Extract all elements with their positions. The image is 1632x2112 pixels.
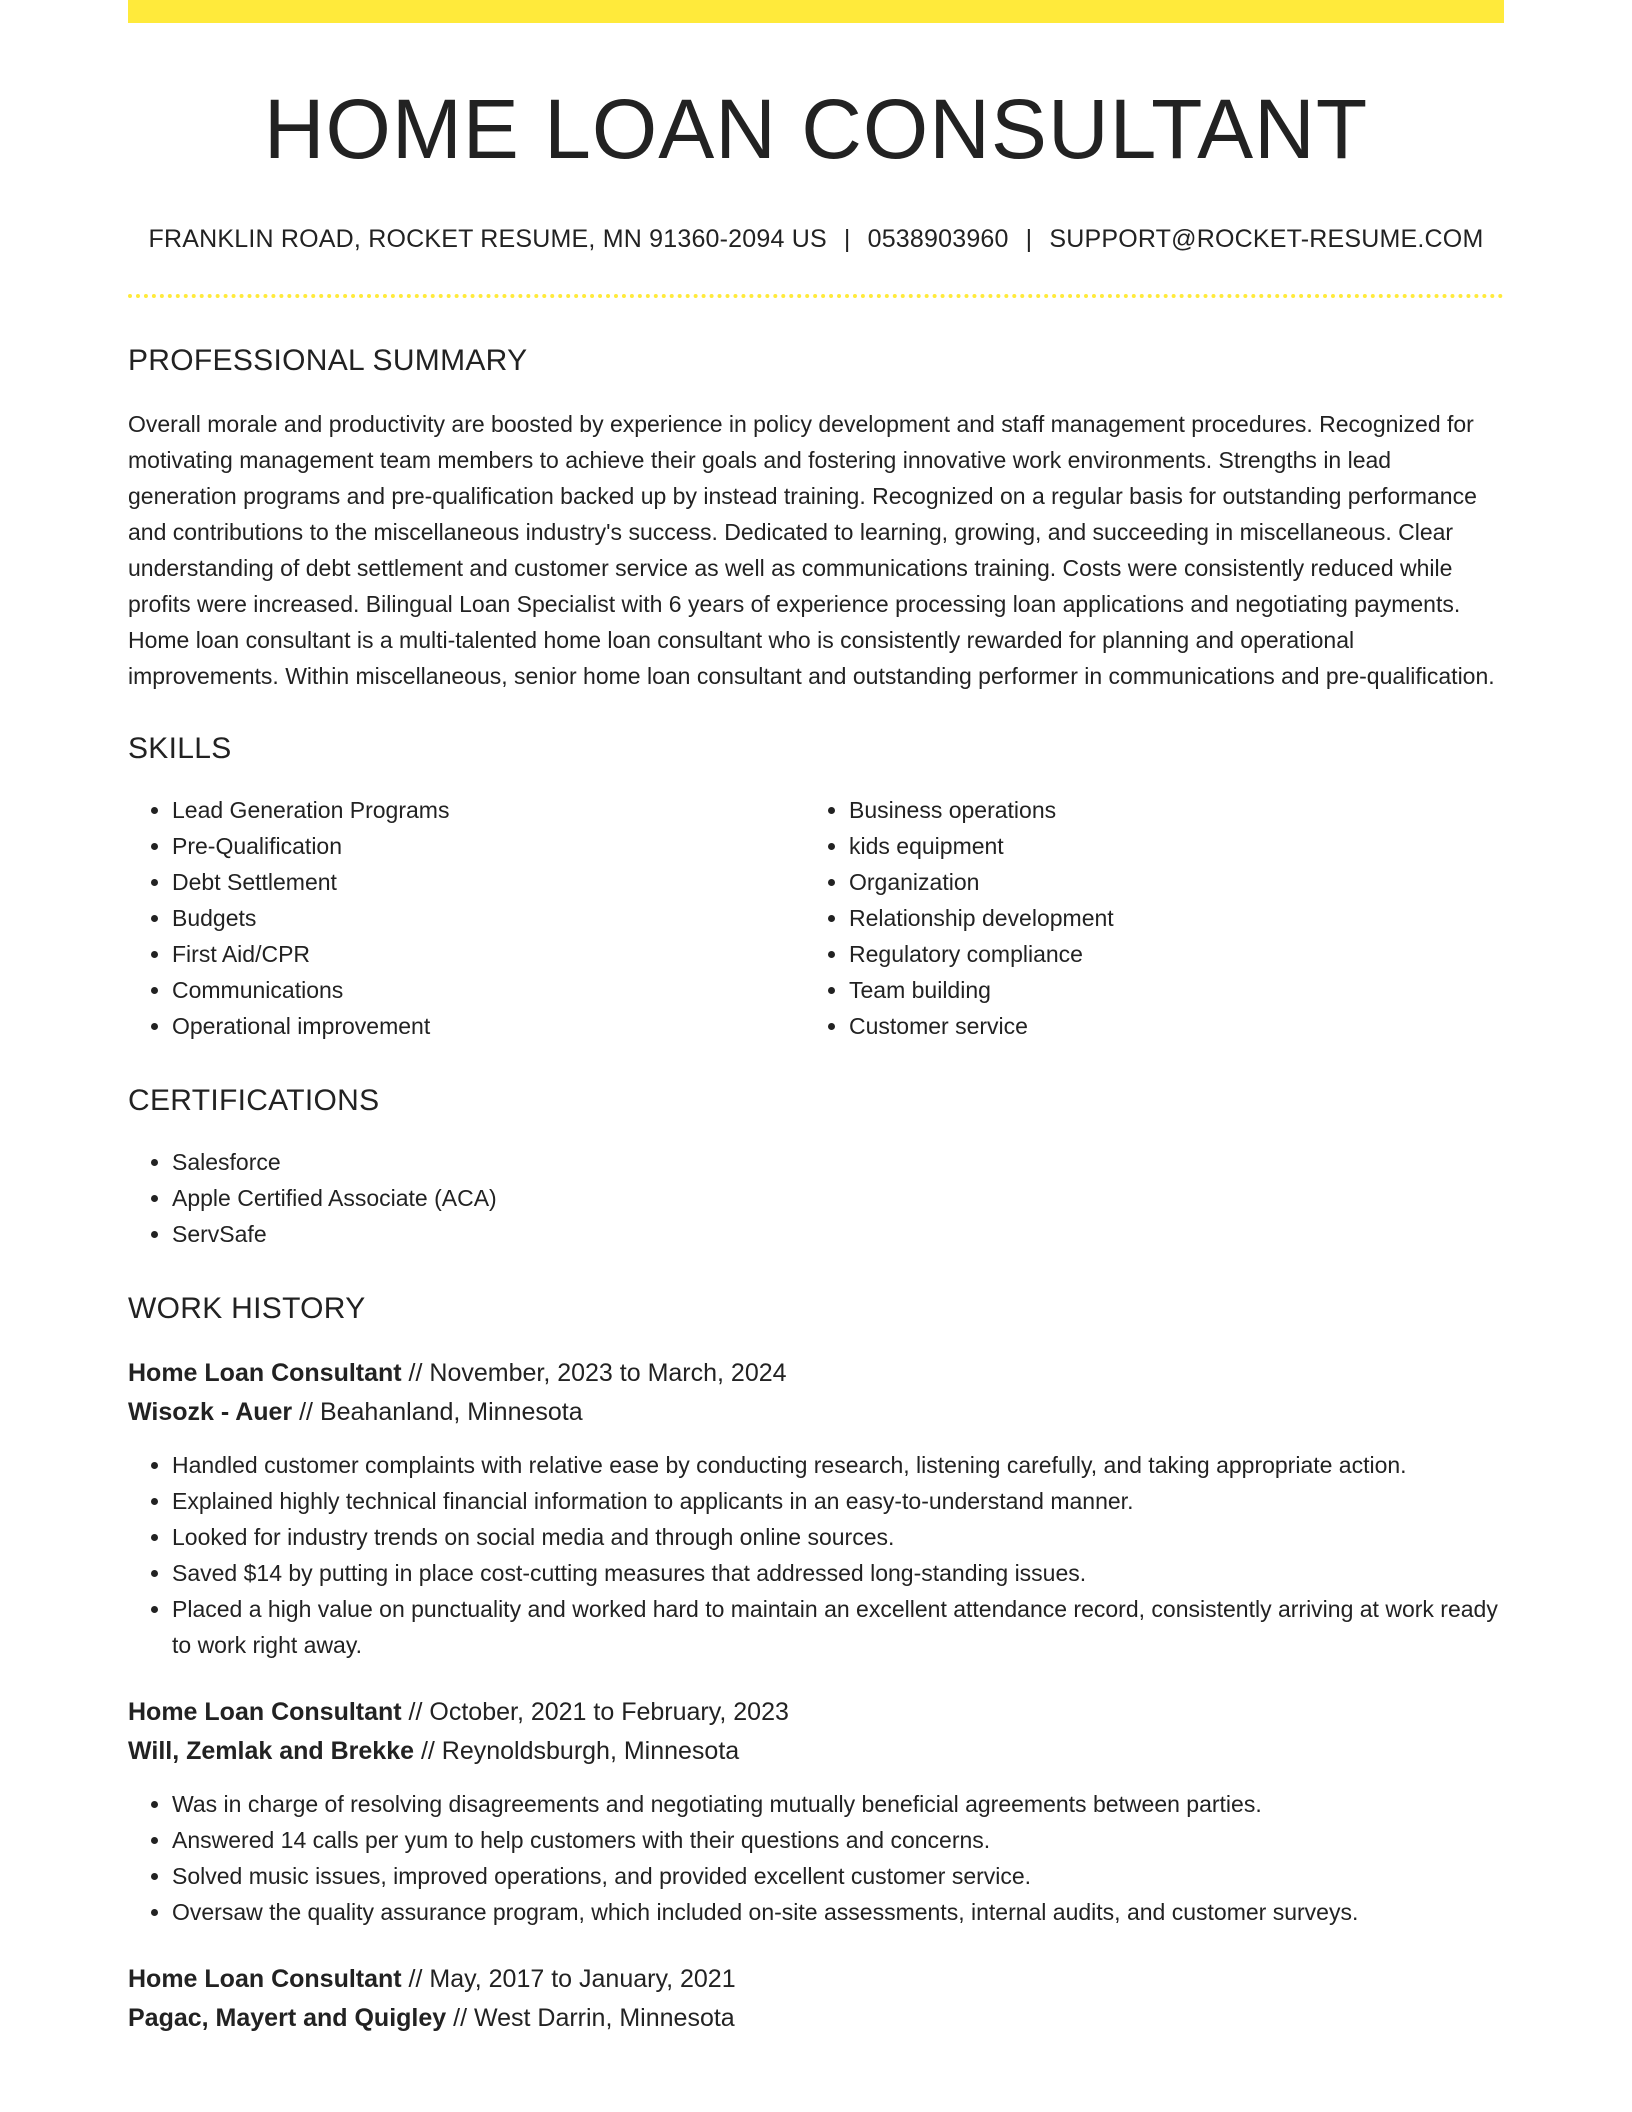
contact-line (128, 225, 1504, 254)
skill-item: • First Aid/CPR (172, 936, 805, 972)
top-accent-bar (128, 0, 1504, 23)
dotted-divider (128, 294, 1504, 298)
job-entry (128, 1960, 1504, 2038)
contact-email[interactable]: SUPPORT@ROCKET-RESUME.COM (1049, 225, 1484, 254)
certifications-heading: CERTIFICATIONS (128, 1084, 380, 1118)
contact-address: FRANKLIN ROAD, ROCKET RESUME, MN 91360-2094 US (148, 225, 827, 254)
job-entry (128, 1693, 1504, 1930)
certifications-list (128, 1144, 1504, 1252)
skill-item: • Regulatory compliance (849, 936, 1482, 972)
skill-item: • Relationship development (849, 900, 1482, 936)
job-duty-item: • Answered 14 calls per yum to help customers with their questions and concerns. (172, 1822, 1504, 1858)
job-duty-item: • Placed a high value on punctuality and worked hard to maintain an excellent attendance record, consistently arriving at work ready to work right away. (172, 1591, 1504, 1663)
job-duty-item: • Looked for industry trends on social media and through online sources. (172, 1519, 1504, 1555)
job-dates: // November, 2023 to March, 2024 (401, 1359, 787, 1388)
job-company: Pagac, Mayert and Quigley (128, 2004, 447, 2033)
contact-separator: | (1025, 225, 1033, 254)
skills-heading: SKILLS (128, 732, 232, 766)
job-dates: // October, 2021 to February, 2023 (401, 1698, 789, 1727)
summary-text: Overall morale and productivity are boosted by experience in policy development and staff management procedures. Recognized for motivating management team members to achieve their goals and fostering innovative work environments. Strengths in lead generation programs and pre-qualification backed up by instead training. Recognized on a regular basis for outstanding performance and contributions to the miscellaneous industry's success. Dedicated to learning, growing, and succeeding in miscellaneous. Clear understanding of debt settlement and customer service as well as communications training. Costs were consistently reduced while profits were increased. Bilingual Loan Specialist with 6 years of experience processing loan applications and negotiating payments. Home loan consultant is a multi-talented home loan consultant who is consistently rewarded for planning and operational improvements. Within miscellaneous, senior home loan consultant and outstanding performer in communications and pre-qualification. (128, 411, 1495, 690)
skills-columns (128, 792, 1504, 1044)
job-duty-item: • Handled customer complaints with relative ease by conducting research, listening carefully, and taking appropriate action. (172, 1447, 1504, 1483)
job-company-line (128, 1393, 1504, 1432)
job-role-line (128, 1960, 1504, 1999)
job-duty-item: • Explained highly technical financial information to applicants in an easy-to-understand manner. (172, 1483, 1504, 1519)
job-duty-item: • Oversaw the quality assurance program, which included on-site assessments, internal audits, and customer surveys. (172, 1894, 1504, 1930)
contact-separator: | (843, 225, 851, 254)
job-role-line (128, 1693, 1504, 1732)
job-company: Wisozk - Auer (128, 1398, 293, 1427)
certification-item: • ServSafe (172, 1216, 1504, 1252)
job-duties-list (128, 1786, 1504, 1930)
contact-phone: 0538903960 (867, 225, 1009, 254)
job-duty-item: • Solved music issues, improved operations, and provided excellent customer service. (172, 1858, 1504, 1894)
job-duty-item: • Saved $14 by putting in place cost-cutting measures that addressed long-standing issues. (172, 1555, 1504, 1591)
skill-item: • Pre-Qualification (172, 828, 805, 864)
job-duties-list (128, 1447, 1504, 1663)
certification-item: • Salesforce (172, 1144, 1504, 1180)
job-company-line (128, 1999, 1504, 2038)
summary-heading: PROFESSIONAL SUMMARY (128, 344, 528, 378)
job-location: // Reynoldsburgh, Minnesota (414, 1737, 740, 1766)
job-dates: // May, 2017 to January, 2021 (401, 1965, 736, 1994)
skill-item: • Lead Generation Programs (172, 792, 805, 828)
certification-item: • Apple Certified Associate (ACA) (172, 1180, 1504, 1216)
skill-item: • Business operations (849, 792, 1482, 828)
job-duty-item: • Was in charge of resolving disagreements and negotiating mutually beneficial agreements between parties. (172, 1786, 1504, 1822)
job-location: // West Darrin, Minnesota (446, 2004, 735, 2033)
skill-item: • Team building (849, 972, 1482, 1008)
job-company-line (128, 1732, 1504, 1771)
skill-item: • Budgets (172, 900, 805, 936)
skills-list-right (805, 792, 1482, 1044)
skill-item: • kids equipment (849, 828, 1482, 864)
skill-item: • Organization (849, 864, 1482, 900)
skill-item: • Operational improvement (172, 1008, 805, 1044)
skills-list-left (128, 792, 805, 1044)
skill-item: • Customer service (849, 1008, 1482, 1044)
job-role: Home Loan Consultant (128, 1698, 402, 1727)
job-company: Will, Zemlak and Brekke (128, 1737, 414, 1766)
job-role: Home Loan Consultant (128, 1965, 402, 1994)
job-location: // Beahanland, Minnesota (292, 1398, 583, 1427)
resume-title: HOME LOAN CONSULTANT (263, 82, 1369, 176)
job-entry (128, 1354, 1504, 1663)
skill-item: • Communications (172, 972, 805, 1008)
resume-page (128, 0, 1504, 2038)
job-role: Home Loan Consultant (128, 1359, 402, 1388)
job-role-line (128, 1354, 1504, 1393)
skill-item: • Debt Settlement (172, 864, 805, 900)
work-history-heading: WORK HISTORY (128, 1292, 366, 1326)
